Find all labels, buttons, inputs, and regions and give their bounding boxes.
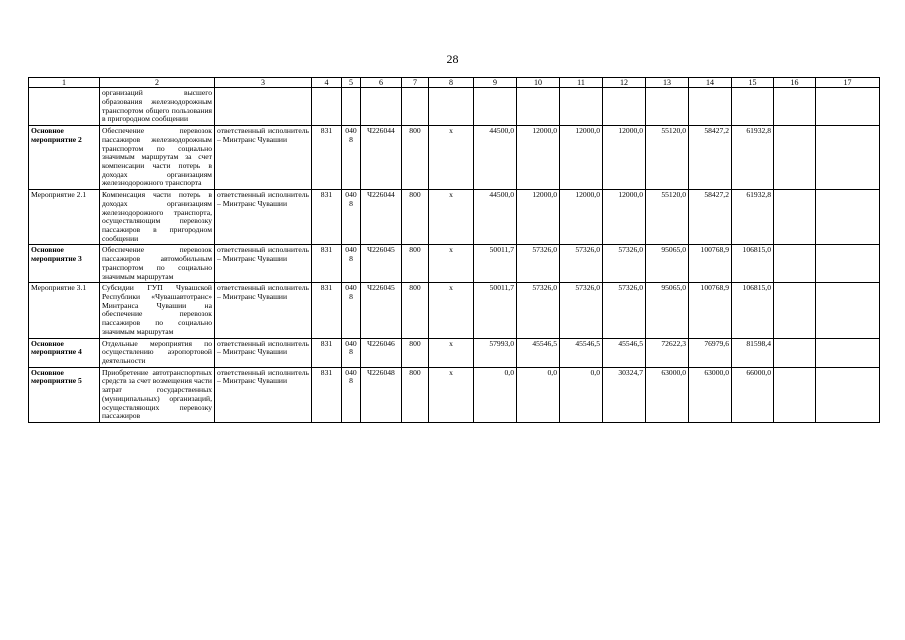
year-2024-cell: 100768,9	[689, 245, 732, 283]
year-2023-cell: 95065,0	[646, 245, 689, 283]
column-number-row	[29, 78, 880, 88]
year-2025-cell: 61932,8	[732, 190, 774, 245]
year-2024-cell: 76979,6	[689, 338, 732, 367]
year-2021-cell	[560, 88, 603, 126]
target-item-code-cell: Ч226045	[361, 283, 402, 338]
year-2021-cell: 12000,0	[560, 126, 603, 190]
grbs-code-cell: 831	[312, 283, 342, 338]
year-2021-cell: 12000,0	[560, 190, 603, 245]
year-2022-cell	[603, 88, 646, 126]
section-code-cell: 0408	[342, 245, 361, 283]
measure-name-cell: Основное мероприятие 5	[29, 367, 100, 422]
year-2019-cell: 57993,0	[474, 338, 517, 367]
year-2019-cell: 50011,7	[474, 283, 517, 338]
column-number-cell: 4	[312, 78, 342, 88]
year-2019-cell: 44500,0	[474, 126, 517, 190]
year-2031-2035-cell	[816, 88, 880, 126]
measure-description-cell: Субсидии ГУП Чувашской Республики «Чувашавтотранс» Минтранса Чувашии на обеспечение перевозок пассажиров по социально значимым маршрутам	[100, 283, 215, 338]
year-2025-cell: 81598,4	[732, 338, 774, 367]
grbs-code-cell: 831	[312, 245, 342, 283]
table-row	[29, 367, 880, 422]
year-2026-2030-cell	[774, 88, 816, 126]
year-2026-2030-cell	[774, 367, 816, 422]
table-row	[29, 88, 880, 126]
funding-source-cell: х	[429, 283, 474, 338]
expense-type-cell: 800	[402, 245, 429, 283]
target-item-code-cell: Ч226046	[361, 338, 402, 367]
year-2021-cell: 45546,5	[560, 338, 603, 367]
section-code-cell: 0408	[342, 338, 361, 367]
expense-type-cell: 800	[402, 190, 429, 245]
year-2023-cell: 95065,0	[646, 283, 689, 338]
column-number-cell: 16	[774, 78, 816, 88]
year-2025-cell: 66000,0	[732, 367, 774, 422]
column-number-cell: 9	[474, 78, 517, 88]
measure-description-cell: организаций высшего образования железнодорожным транспортом общего пользования в пригородном сообщении	[100, 88, 215, 126]
column-number-cell: 13	[646, 78, 689, 88]
section-code-cell	[342, 88, 361, 126]
measure-name-cell: Основное мероприятие 2	[29, 126, 100, 190]
year-2020-cell	[517, 88, 560, 126]
year-2031-2035-cell	[816, 367, 880, 422]
table-row	[29, 283, 880, 338]
grbs-code-cell: 831	[312, 367, 342, 422]
year-2021-cell: 57326,0	[560, 245, 603, 283]
program-table	[28, 77, 880, 423]
table-body	[29, 78, 880, 423]
measure-name-cell: Основное мероприятие 3	[29, 245, 100, 283]
funding-source-cell: х	[429, 190, 474, 245]
year-2022-cell: 45546,5	[603, 338, 646, 367]
measure-description-cell: Приобретение автотранспортных средств за счет возмещения части затрат государственных (муниципальных) организаций, осуществляющих перевозку пассажиров	[100, 367, 215, 422]
year-2026-2030-cell	[774, 338, 816, 367]
funding-source-cell: х	[429, 245, 474, 283]
year-2023-cell: 55120,0	[646, 190, 689, 245]
year-2022-cell: 57326,0	[603, 283, 646, 338]
target-item-code-cell: Ч226045	[361, 245, 402, 283]
measure-name-cell	[29, 88, 100, 126]
funding-source-cell: х	[429, 338, 474, 367]
expense-type-cell: 800	[402, 126, 429, 190]
column-number-cell: 10	[517, 78, 560, 88]
responsible-executor-cell: ответственный исполнитель – Минтранс Чувашии	[215, 367, 312, 422]
year-2025-cell: 61932,8	[732, 126, 774, 190]
year-2025-cell: 106815,0	[732, 283, 774, 338]
column-number-cell: 11	[560, 78, 603, 88]
grbs-code-cell: 831	[312, 338, 342, 367]
expense-type-cell: 800	[402, 338, 429, 367]
responsible-executor-cell: ответственный исполнитель – Минтранс Чувашии	[215, 338, 312, 367]
year-2019-cell: 50011,7	[474, 245, 517, 283]
grbs-code-cell	[312, 88, 342, 126]
year-2020-cell: 12000,0	[517, 190, 560, 245]
target-item-code-cell: Ч226044	[361, 190, 402, 245]
measure-name-cell: Мероприятие 2.1	[29, 190, 100, 245]
page-number: 28	[446, 52, 459, 66]
responsible-executor-cell: ответственный исполнитель – Минтранс Чувашии	[215, 126, 312, 190]
year-2023-cell: 63000,0	[646, 367, 689, 422]
measure-name-cell: Мероприятие 3.1	[29, 283, 100, 338]
year-2022-cell: 30324,7	[603, 367, 646, 422]
column-number-cell: 8	[429, 78, 474, 88]
year-2025-cell	[732, 88, 774, 126]
year-2031-2035-cell	[816, 338, 880, 367]
year-2021-cell: 57326,0	[560, 283, 603, 338]
year-2026-2030-cell	[774, 283, 816, 338]
year-2022-cell: 12000,0	[603, 190, 646, 245]
year-2031-2035-cell	[816, 245, 880, 283]
year-2031-2035-cell	[816, 126, 880, 190]
column-number-cell: 1	[29, 78, 100, 88]
table-row	[29, 190, 880, 245]
section-code-cell: 0408	[342, 283, 361, 338]
year-2026-2030-cell	[774, 126, 816, 190]
year-2023-cell	[646, 88, 689, 126]
section-code-cell: 0408	[342, 126, 361, 190]
column-number-cell: 6	[361, 78, 402, 88]
column-number-cell: 17	[816, 78, 880, 88]
funding-source-cell	[429, 88, 474, 126]
measure-name-cell: Основное мероприятие 4	[29, 338, 100, 367]
year-2020-cell: 57326,0	[517, 283, 560, 338]
year-2024-cell	[689, 88, 732, 126]
measure-description-cell: Отдельные мероприятия по осуществлению аэропортовой деятельности	[100, 338, 215, 367]
year-2019-cell: 0,0	[474, 367, 517, 422]
column-number-cell: 15	[732, 78, 774, 88]
year-2026-2030-cell	[774, 245, 816, 283]
table-row	[29, 126, 880, 190]
year-2024-cell: 63000,0	[689, 367, 732, 422]
year-2021-cell: 0,0	[560, 367, 603, 422]
column-number-cell: 2	[100, 78, 215, 88]
expense-type-cell: 800	[402, 283, 429, 338]
table-row	[29, 338, 880, 367]
responsible-executor-cell: ответственный исполнитель – Минтранс Чувашии	[215, 245, 312, 283]
year-2031-2035-cell	[816, 283, 880, 338]
section-code-cell: 0408	[342, 190, 361, 245]
column-number-cell: 7	[402, 78, 429, 88]
year-2023-cell: 55120,0	[646, 126, 689, 190]
responsible-executor-cell: ответственный исполнитель – Минтранс Чувашии	[215, 190, 312, 245]
year-2023-cell: 72622,3	[646, 338, 689, 367]
year-2022-cell: 57326,0	[603, 245, 646, 283]
responsible-executor-cell	[215, 88, 312, 126]
year-2024-cell: 58427,2	[689, 190, 732, 245]
year-2031-2035-cell	[816, 190, 880, 245]
target-item-code-cell	[361, 88, 402, 126]
year-2024-cell: 58427,2	[689, 126, 732, 190]
year-2026-2030-cell	[774, 190, 816, 245]
target-item-code-cell: Ч226044	[361, 126, 402, 190]
grbs-code-cell: 831	[312, 190, 342, 245]
column-number-cell: 14	[689, 78, 732, 88]
funding-source-cell: х	[429, 126, 474, 190]
year-2019-cell	[474, 88, 517, 126]
measure-description-cell: Обеспечение перевозок пассажиров автомобильным транспортом по социально значимым маршрутам	[100, 245, 215, 283]
year-2024-cell: 100768,9	[689, 283, 732, 338]
measure-description-cell: Компенсация части потерь в доходах организациям железнодорожного транспорта, осуществляющим перевозку пассажиров в пригородном сообщении	[100, 190, 215, 245]
year-2020-cell: 45546,5	[517, 338, 560, 367]
expense-type-cell	[402, 88, 429, 126]
column-number-cell: 3	[215, 78, 312, 88]
year-2022-cell: 12000,0	[603, 126, 646, 190]
year-2019-cell: 44500,0	[474, 190, 517, 245]
funding-source-cell: х	[429, 367, 474, 422]
grbs-code-cell: 831	[312, 126, 342, 190]
column-number-cell: 5	[342, 78, 361, 88]
section-code-cell: 0408	[342, 367, 361, 422]
expense-type-cell: 800	[402, 367, 429, 422]
table-row	[29, 245, 880, 283]
year-2025-cell: 106815,0	[732, 245, 774, 283]
target-item-code-cell: Ч226048	[361, 367, 402, 422]
year-2020-cell: 57326,0	[517, 245, 560, 283]
year-2020-cell: 0,0	[517, 367, 560, 422]
year-2020-cell: 12000,0	[517, 126, 560, 190]
responsible-executor-cell: ответственный исполнитель – Минтранс Чувашии	[215, 283, 312, 338]
column-number-cell: 12	[603, 78, 646, 88]
measure-description-cell: Обеспечение перевозок пассажиров железнодорожным транспортом по социально значимым маршрутам за счет компенсации части потерь в доходах организациям железнодорожного транспорта	[100, 126, 215, 190]
